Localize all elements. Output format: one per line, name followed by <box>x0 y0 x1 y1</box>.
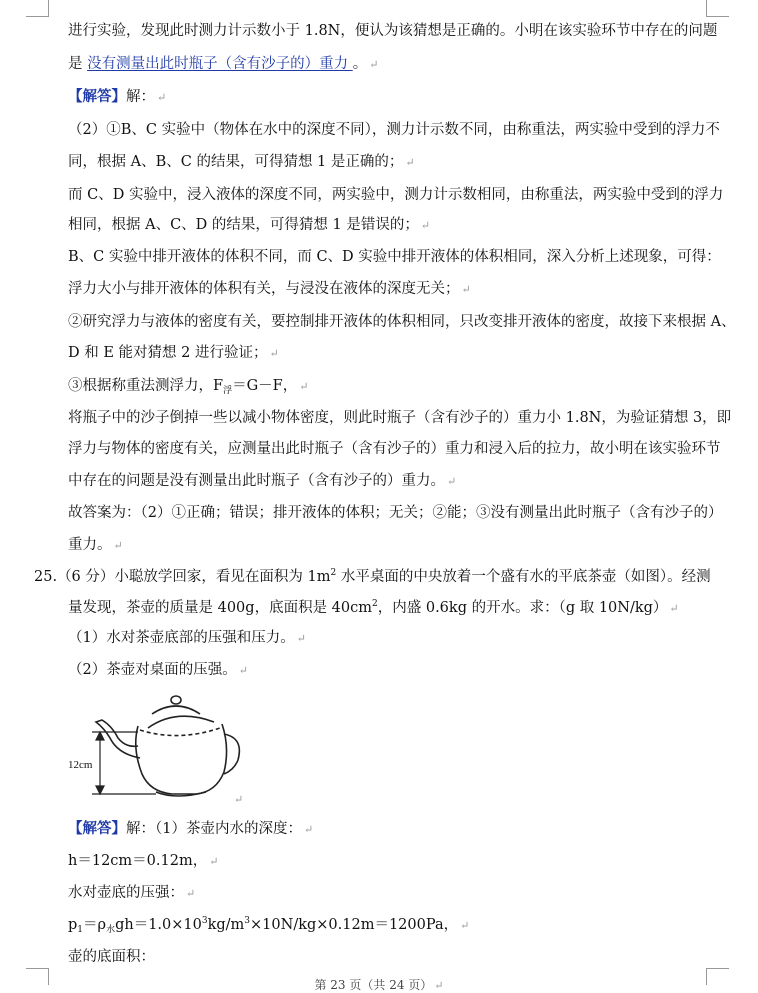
text-line: 进行实验，发现此时测力计示数小于 1.8N，便认为该猜想是正确的。小明在该实验环节中存在的问题 <box>68 23 718 39</box>
text-line: （2）①B、C 实验中（物体在水中的深度不同），测力计示数不同，由称重法，两实验中受到的浮力不 <box>68 122 720 138</box>
question-number: 25. <box>34 569 58 585</box>
solution-heading: 【解答】解： ↵ <box>68 88 167 105</box>
teapot-figure <box>66 688 246 806</box>
text-line: h＝12cm＝0.12m， ↵ <box>68 853 219 869</box>
text-line: 故答案为：（2）①正确；错误；排开液体的体积；无关；②能；③没有测量出此时瓶子（含有沙子的） <box>68 505 723 521</box>
text-line: 壶的底面积： <box>68 949 155 965</box>
text-line: 浮力大小与排开液体的体积有关，与浸没在液体的深度无关； ↵ <box>68 281 471 297</box>
sub-question: （1）水对茶壶底部的压强和压力。 ↵ <box>68 630 306 646</box>
height-label: 12cm <box>68 759 93 771</box>
text-line-formula: ③根据称重法测浮力，$F_浮=G-F$， ↵ <box>68 378 309 396</box>
text-line: 量发现，茶壶的质量是 400g，底面积是 $40cm^2$，内盛 0.6kg 的开水。求：（g 取 10N/kg） ↵ <box>68 599 679 616</box>
page-footer: 第 23 页（共 24 页） ↵ <box>314 978 444 992</box>
text-line-formula: $p_1=\rho_水gh=1.0\times 10^3kg/m^3\times 10N/kg\times 0.12m=1200Pa$， ↵ <box>68 916 470 935</box>
text-line: ②研究浮力与液体的密度有关，要控制排开液体的体积相同，只改变排开液体的密度，故接下来根据 A、 <box>68 314 736 330</box>
crop-mark-top-left <box>26 0 49 17</box>
figure-return-mark: ↵ <box>234 793 244 806</box>
crop-mark-top-right <box>706 0 729 17</box>
text-line: D 和 E 能对猜想 2 进行验证； ↵ <box>68 345 279 361</box>
text-line: 将瓶子中的沙子倒掉一些以减小物体密度，则此时瓶子（含有沙子的）重力小 1.8N，为验证猜想 3，即 <box>68 410 732 426</box>
text-line: 中存在的问题是没有测量出此时瓶子（含有沙子的）重力。 ↵ <box>68 473 457 489</box>
sub-question: （2）茶壶对桌面的压强。 ↵ <box>68 662 248 678</box>
text-line: 水对壶底的压强： ↵ <box>68 885 196 901</box>
text-line: 浮力与物体的密度有关，应测量出此时瓶子（含有沙子的）重力和浸入后的拉力，故小明在该实验环节 <box>68 441 721 457</box>
question-25-line: 25.（6 分）小聪放学回家，看见在面积为 $1m^2$ 水平桌面的中央放着一个盛有水的平底茶壶（如图）。经测 <box>34 568 711 585</box>
text-line: 而 C、D 实验中，浸入液体的深度不同，两实验中，测力计示数相同，由称重法，两实验中受到的浮力 <box>68 187 724 203</box>
text-line: B、C 实验中排开液体的体积不同，而 C、D 实验中排开液体的体积相同，深入分析上述现象，可得： <box>68 249 721 265</box>
text-line: 同，根据 A、B、C 的结果，可得猜想 1 是正确的； ↵ <box>68 154 415 170</box>
text-line: 重力。 ↵ <box>68 537 123 553</box>
text-line-answer: 是 没有测量出此时瓶子（含有沙子的）重力 。 ↵ <box>68 56 379 72</box>
underlined-answer: 没有测量出此时瓶子（含有沙子的）重力 <box>87 56 353 72</box>
solution-heading: 【解答】解：（1）茶壶内水的深度： ↵ <box>68 820 314 837</box>
text-line: 相同，根据 A、C、D 的结果，可得猜想 1 是错误的； ↵ <box>68 217 431 233</box>
